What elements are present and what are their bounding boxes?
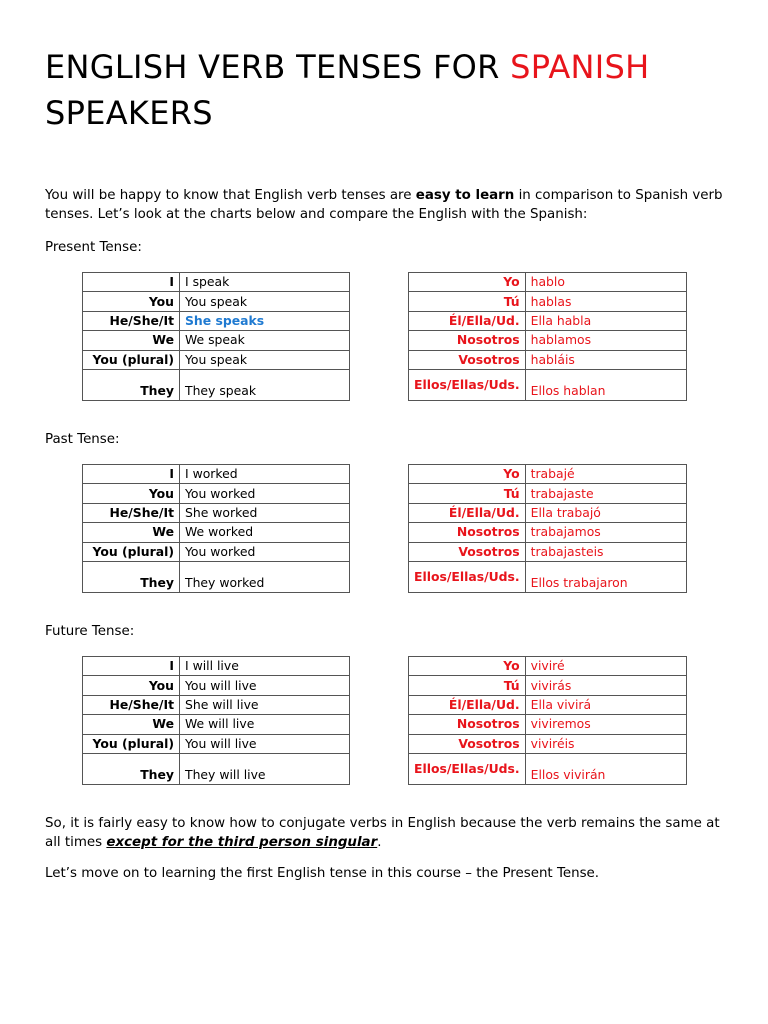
- pronoun-cell: Vosotros: [409, 734, 526, 753]
- pronoun-cell: Yo: [409, 465, 526, 484]
- pronoun-cell: Yo: [409, 273, 526, 292]
- pronoun-cell: Vosotros: [409, 350, 526, 369]
- table-row: [409, 715, 687, 734]
- verb-cell: I speak: [180, 273, 350, 292]
- pronoun-cell: Él/Ella/Ud.: [409, 311, 526, 330]
- pronoun-cell: Él/Ella/Ud.: [409, 503, 526, 522]
- pronoun-cell: Tú: [409, 676, 526, 695]
- conclusion-text-before: So, it is fairly easy to know how to conjugate verbs in English because the verb remains the same at all times: [45, 816, 720, 850]
- english-table-past: [82, 464, 350, 593]
- intro-text-after: in comparison to Spanish verb tenses. Let’s look at the charts below and compare the English with the Spanish:: [45, 188, 723, 222]
- conclusion-paragraph: [45, 814, 735, 852]
- verb-cell: Ellos trabajaron: [525, 561, 686, 592]
- verb-cell: They will live: [180, 753, 350, 784]
- table-row: [83, 676, 350, 695]
- title-highlight: SPANISH: [510, 48, 650, 86]
- conclusion-text-after: .: [377, 835, 382, 850]
- table-row: [409, 734, 687, 753]
- table-row: [83, 292, 350, 311]
- verb-cell: She worked: [180, 503, 350, 522]
- pronoun-cell: They: [83, 753, 180, 784]
- verb-cell: Ella vivirá: [525, 695, 686, 714]
- verb-cell: viviré: [525, 657, 686, 676]
- verb-cell-highlighted: She speaks: [180, 311, 350, 330]
- spanish-table-past: [408, 464, 687, 593]
- table-row: [83, 542, 350, 561]
- pronoun-cell: Nosotros: [409, 523, 526, 542]
- pronoun-cell: We: [83, 715, 180, 734]
- table-row: [83, 273, 350, 292]
- verb-cell: trabajasteis: [525, 542, 686, 561]
- pronoun-cell: Yo: [409, 657, 526, 676]
- table-row: [409, 753, 687, 784]
- title-part2: SPEAKERS: [45, 94, 213, 132]
- verb-cell: We worked: [180, 523, 350, 542]
- table-row: [409, 292, 687, 311]
- table-row: [409, 331, 687, 350]
- verb-cell: You worked: [180, 542, 350, 561]
- table-row: [409, 311, 687, 330]
- pronoun-cell: We: [83, 331, 180, 350]
- section-label-past: Past Tense:: [45, 432, 120, 447]
- table-row: [409, 542, 687, 561]
- table-row: [409, 369, 687, 400]
- verb-cell: hablo: [525, 273, 686, 292]
- verb-cell: hablas: [525, 292, 686, 311]
- verb-cell: They speak: [180, 369, 350, 400]
- title-part1: ENGLISH VERB TENSES FOR: [45, 48, 511, 86]
- closing-paragraph: Let’s move on to learning the first English tense in this course – the Present Tense.: [45, 866, 600, 881]
- pronoun-cell: You: [83, 292, 180, 311]
- pronoun-cell: Ellos/Ellas/Uds.: [409, 561, 526, 592]
- spanish-table-future: [408, 656, 687, 785]
- english-table-future: [82, 656, 350, 785]
- pronoun-cell: You: [83, 676, 180, 695]
- verb-cell: You speak: [180, 350, 350, 369]
- pronoun-cell: They: [83, 561, 180, 592]
- pronoun-cell: Ellos/Ellas/Uds.: [409, 369, 526, 400]
- verb-cell: Ellos hablan: [525, 369, 686, 400]
- section-label-future: Future Tense:: [45, 624, 135, 639]
- intro-text-before: You will be happy to know that English verb tenses are: [45, 188, 416, 203]
- pronoun-cell: I: [83, 465, 180, 484]
- verb-cell: She will live: [180, 695, 350, 714]
- verb-cell: You will live: [180, 676, 350, 695]
- verb-cell: We speak: [180, 331, 350, 350]
- table-row: [409, 465, 687, 484]
- table-row: [83, 695, 350, 714]
- verb-cell: viviréis: [525, 734, 686, 753]
- table-row: [409, 503, 687, 522]
- verb-cell: You worked: [180, 484, 350, 503]
- pronoun-cell: He/She/It: [83, 311, 180, 330]
- table-row: [409, 695, 687, 714]
- table-row: [83, 503, 350, 522]
- pronoun-cell: You (plural): [83, 734, 180, 753]
- conclusion-emphasis: except for the third person singular: [106, 835, 378, 850]
- verb-cell: trabajaste: [525, 484, 686, 503]
- table-row: [83, 311, 350, 330]
- verb-cell: hablamos: [525, 331, 686, 350]
- pronoun-cell: He/She/It: [83, 503, 180, 522]
- verb-cell: vivirás: [525, 676, 686, 695]
- verb-cell: Ellos vivirán: [525, 753, 686, 784]
- pronoun-cell: Tú: [409, 484, 526, 503]
- table-row: [83, 523, 350, 542]
- pronoun-cell: They: [83, 369, 180, 400]
- table-row: [409, 657, 687, 676]
- verb-cell: You will live: [180, 734, 350, 753]
- spanish-table-present: [408, 272, 687, 401]
- pronoun-cell: Él/Ella/Ud.: [409, 695, 526, 714]
- verb-cell: I will live: [180, 657, 350, 676]
- table-row: [83, 734, 350, 753]
- verb-cell: trabajamos: [525, 523, 686, 542]
- table-row: [409, 561, 687, 592]
- table-row: [83, 369, 350, 400]
- table-row: [409, 350, 687, 369]
- pronoun-cell: We: [83, 523, 180, 542]
- table-row: [409, 273, 687, 292]
- pronoun-cell: Nosotros: [409, 715, 526, 734]
- table-row: [83, 753, 350, 784]
- verb-cell: Ella habla: [525, 311, 686, 330]
- verb-cell: habláis: [525, 350, 686, 369]
- intro-paragraph: [45, 186, 735, 224]
- english-table-present: [82, 272, 350, 401]
- table-row: [83, 657, 350, 676]
- table-row: [83, 561, 350, 592]
- verb-cell: Ella trabajó: [525, 503, 686, 522]
- pronoun-cell: Vosotros: [409, 542, 526, 561]
- pronoun-cell: Nosotros: [409, 331, 526, 350]
- pronoun-cell: You (plural): [83, 542, 180, 561]
- table-row: [409, 523, 687, 542]
- table-row: [83, 484, 350, 503]
- verb-cell: We will live: [180, 715, 350, 734]
- table-row: [83, 331, 350, 350]
- pronoun-cell: Tú: [409, 292, 526, 311]
- pronoun-cell: He/She/It: [83, 695, 180, 714]
- verb-cell: I worked: [180, 465, 350, 484]
- pronoun-cell: You: [83, 484, 180, 503]
- table-row: [83, 465, 350, 484]
- page-title: [45, 44, 735, 136]
- verb-cell: trabajé: [525, 465, 686, 484]
- table-row: [83, 715, 350, 734]
- section-label-present: Present Tense:: [45, 240, 142, 255]
- verb-cell: You speak: [180, 292, 350, 311]
- pronoun-cell: You (plural): [83, 350, 180, 369]
- intro-bold-text: easy to learn: [415, 188, 515, 203]
- table-row: [409, 676, 687, 695]
- table-row: [409, 484, 687, 503]
- verb-cell: They worked: [180, 561, 350, 592]
- pronoun-cell: I: [83, 273, 180, 292]
- pronoun-cell: I: [83, 657, 180, 676]
- pronoun-cell: Ellos/Ellas/Uds.: [409, 753, 526, 784]
- table-row: [83, 350, 350, 369]
- verb-cell: viviremos: [525, 715, 686, 734]
